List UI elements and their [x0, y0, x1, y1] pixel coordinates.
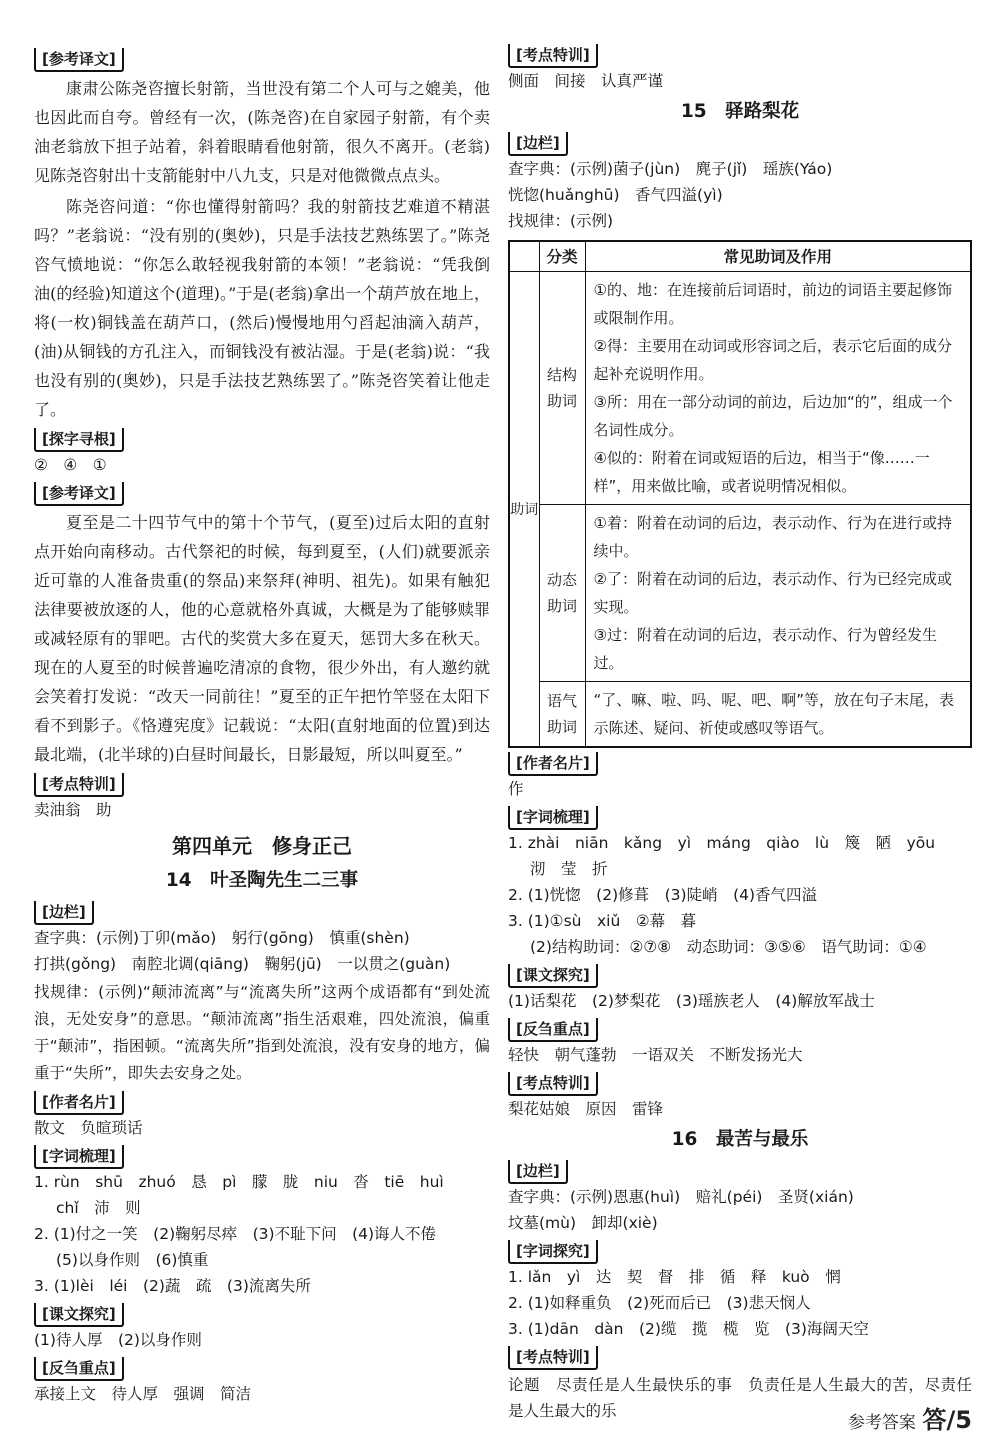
section-tag: [边栏]	[508, 1160, 568, 1184]
answer-line: 侧面 间接 认真严谨	[508, 72, 664, 90]
page-number: 答/5	[922, 1406, 972, 1434]
answer-paragraph: 论题 尽责任是人生最快乐的事 负责任是人生最大的苦，尽责任是人生最大的乐	[508, 1375, 972, 1420]
answer-line: 恍惚(huǎnghū) 香气四溢(yì)	[508, 186, 723, 204]
section-tag: [作者名片]	[34, 1091, 124, 1115]
answer-line: 查字典：(示例)丁卯(mǎo) 躬行(gōng) 慎重(shèn)	[34, 929, 410, 947]
lesson-title: 16 最苦与最乐	[671, 1128, 809, 1150]
table-row	[509, 681, 971, 747]
answer-line: 沏 莹 折	[530, 859, 608, 878]
usage-item: “了、嘛、啦、吗、呢、吧、啊”等，放在句子末尾，表示陈述、疑问、祈使或感叹等语气。	[593, 690, 955, 737]
section-tag: [作者名片]	[508, 752, 598, 776]
usage-item: ②得：主要用在动词或形容词之后，表示它后面的成分起补充说明作用。	[593, 336, 952, 383]
table-category-cell: 语气助词	[539, 681, 585, 747]
answer-line: (2)结构助词：②⑦⑧ 动态助词：③⑤⑥ 语气助词：①④	[530, 937, 927, 956]
usage-item: ①着：附着在动词的后边，表示动作、行为在进行或持续中。	[593, 513, 952, 560]
translation-paragraph: 康肃公陈尧咨擅长射箭，当世没有第二个人可与之媲美，他也因此而自夸。曾经有一次，(陈尧咨)在自家园子射箭，有个卖油老翁放下担子站着，斜着眼睛看他射箭，很久不离开。(老翁)见陈尧咨射出十支箭能射中八九支，只是对他微微点点头。	[34, 79, 490, 185]
answer-line: ② ④ ①	[34, 456, 107, 474]
usage-item: ③所：用在一部分动词的前边，后边加“的”，组成一个名词性成分。	[593, 392, 953, 439]
answer-line: 卖油翁 助	[34, 801, 112, 819]
page-footer	[848, 1400, 972, 1435]
answer-line: 坟墓(mù) 卸却(xiè)	[508, 1213, 658, 1232]
answer-line: 1. zhài niān kǎng yì máng qiào lù 篾 陋 yōu	[508, 833, 936, 852]
section-tag: [反刍重点]	[34, 1357, 124, 1381]
usage-item: ③过：附着在动词的后边，表示动作、行为曾经发生过。	[593, 625, 937, 672]
translation-paragraph: 夏至是二十四节气中的第十个节气，(夏至)过后太阳的直射点开始向南移动。古代祭祀的时候，每到夏至，(人们)就要派亲近可靠的人准备贵重(的祭品)来祭拜(神明、祖先)。如果有触犯法律要被放逐的人，他的心意就格外真诚，大概是为了能够赎罪或减轻原有的罪吧。古代的奖赏大多在夏天，惩罚大多在秋天。现在的人夏至的时候普遍吃清凉的食物，很少外出，有人邀约就会笑着打发说：“改天一同前往！”夏至的正午把竹竿竖在太阳下看不到影子。《恪遵宪度》记载说：“太阳(直射地面的位置)到达最北端，(北半球的)白昼时间最长，日影最短，所以叫夏至。”	[34, 513, 490, 764]
answer-line: 梨花姑娘 原因 雷锋	[508, 1099, 664, 1118]
answer-line: 2. (1)如释重负 (2)死而后已 (3)悲天悯人	[508, 1293, 811, 1312]
table-row	[509, 504, 971, 681]
footer-label: 参考答案	[847, 1413, 916, 1433]
section-tag: [参考译文]	[34, 48, 124, 72]
answer-line: 散文 负暄琐话	[34, 1119, 143, 1137]
section-tag: [字词梳理]	[508, 806, 598, 830]
section-tag: [课文探究]	[508, 964, 598, 988]
lesson-title: 15 驿路梨花	[680, 101, 800, 122]
answer-line: 查字典：(示例)恩惠(huì) 赔礼(péi) 圣贤(xián)	[508, 1187, 854, 1206]
section-tag: [参考译文]	[34, 482, 124, 506]
table-usage-cell	[585, 271, 971, 504]
usage-item: ①的、地：在连接前后词语时，前边的词语主要起修饰或限制作用。	[593, 280, 952, 327]
section-tag: [考点特训]	[508, 44, 598, 68]
answer-line: 3. (1)lèi léi (2)蔬 疏 (3)流离失所	[34, 1277, 311, 1295]
table-row	[509, 271, 971, 504]
answer-line: 打拱(gǒng) 南腔北调(qiāng) 鞠躬(jū) 一以贯之(guàn)	[34, 955, 451, 973]
answer-line: 找规律：(示例)	[508, 212, 614, 230]
table-header-usage: 常见助词及作用	[585, 241, 971, 271]
section-tag: [考点特训]	[34, 773, 124, 797]
answer-line: 2. (1)恍惚 (2)修葺 (3)陡峭 (4)香气四溢	[508, 885, 818, 904]
section-tag: [考点特训]	[508, 1346, 598, 1370]
particle-table	[508, 240, 972, 748]
table-category-cell: 动态助词	[539, 504, 585, 681]
answer-line: 查字典：(示例)菌子(jùn) 麂子(jǐ) 瑶族(Yáo)	[508, 160, 833, 178]
section-tag: [边栏]	[34, 901, 94, 925]
answer-line: 3. (1)①sù xiǔ ②幕 暮	[508, 911, 697, 930]
answer-line: 作	[508, 779, 524, 798]
section-tag: [边栏]	[508, 132, 568, 156]
usage-item: ②了：附着在动词的后边，表示动作、行为已经完成或实现。	[593, 569, 952, 616]
left-column	[34, 44, 490, 1407]
table-category-cell: 结构助词	[539, 271, 585, 504]
answer-line: 轻快 朝气蓬勃 一语双关 不断发扬光大	[508, 1045, 803, 1064]
right-column	[508, 44, 972, 1424]
lesson-title: 14 叶圣陶先生二三事	[165, 870, 359, 891]
section-tag: [字词梳理]	[34, 1145, 124, 1169]
answer-line: 3. (1)dān dàn (2)缆 揽 榄 览 (3)海阔天空	[508, 1319, 869, 1338]
table-usage-cell	[585, 504, 971, 681]
section-tag: [反刍重点]	[508, 1018, 598, 1042]
answer-line: 1. lǎn yì 达 契 督 排 循 释 kuò 惘	[508, 1267, 841, 1286]
answer-line: (1)待人厚 (2)以身作则	[34, 1331, 202, 1349]
table-header-category: 分类	[539, 241, 585, 271]
answer-line: 2. (1)付之一笑 (2)鞠躬尽瘁 (3)不耻下问 (4)诲人不倦	[34, 1225, 437, 1243]
answer-line: (5)以身作则 (6)慎重	[56, 1251, 209, 1269]
translation-paragraph: 陈尧咨问道：“你也懂得射箭吗？我的射箭技艺难道不精湛吗？”老翁说：“没有别的(奥妙)，只是手法技艺熟练罢了。”陈尧咨气愤地说：“你怎么敢轻视我射箭的本领！”老翁说：“凭我倒油(的经验)知道这个(道理)。”于是(老翁)拿出一个葫芦放在地上，将(一枚)铜钱盖在葫芦口，(然后)慢慢地用勺舀起油滴入葫芦，(油)从铜钱的方孔注入，而铜钱没有被沾湿。于是(老翁)说：“我也没有别的(奥妙)，只是手法技艺熟练罢了。”陈尧咨笑着让他走了。	[34, 197, 490, 419]
section-tag: [探字寻根]	[34, 428, 124, 452]
usage-item: ④似的：附着在词或短语的后边，相当于“像……一样”，用来做比喻，或者说明情况相似。	[593, 448, 930, 495]
section-tag: [字词探究]	[508, 1240, 598, 1264]
table-header-row	[509, 241, 971, 271]
table-group-label: 助词	[509, 271, 539, 747]
table-corner	[509, 241, 539, 271]
section-tag: [考点特训]	[508, 1072, 598, 1096]
section-tag: [课文探究]	[34, 1303, 124, 1327]
answer-line: chǐ 沛 则	[56, 1199, 141, 1217]
answer-line: 1. rùn shū zhuó 恳 pì 朦 胧 niu 沓 tiē huì	[34, 1173, 444, 1191]
answer-line: (1)话梨花 (2)梦梨花 (3)瑶族老人 (4)解放军战士	[508, 991, 875, 1010]
rule-paragraph: 找规律：(示例)“颠沛流离”与“流离失所”这两个成语都有“到处流浪，无处安身”的意思。“颠沛流离”指生活艰难，四处流浪，偏重于“颠沛”，指困顿。“流离失所”指到处流浪，没有安身的地方，偏重于“失所”，即失去安身之处。	[34, 983, 490, 1082]
table-usage-cell	[585, 681, 971, 747]
answer-line: 承接上文 待人厚 强调 简洁	[34, 1385, 252, 1403]
unit-title: 第四单元 修身正己	[172, 834, 352, 858]
